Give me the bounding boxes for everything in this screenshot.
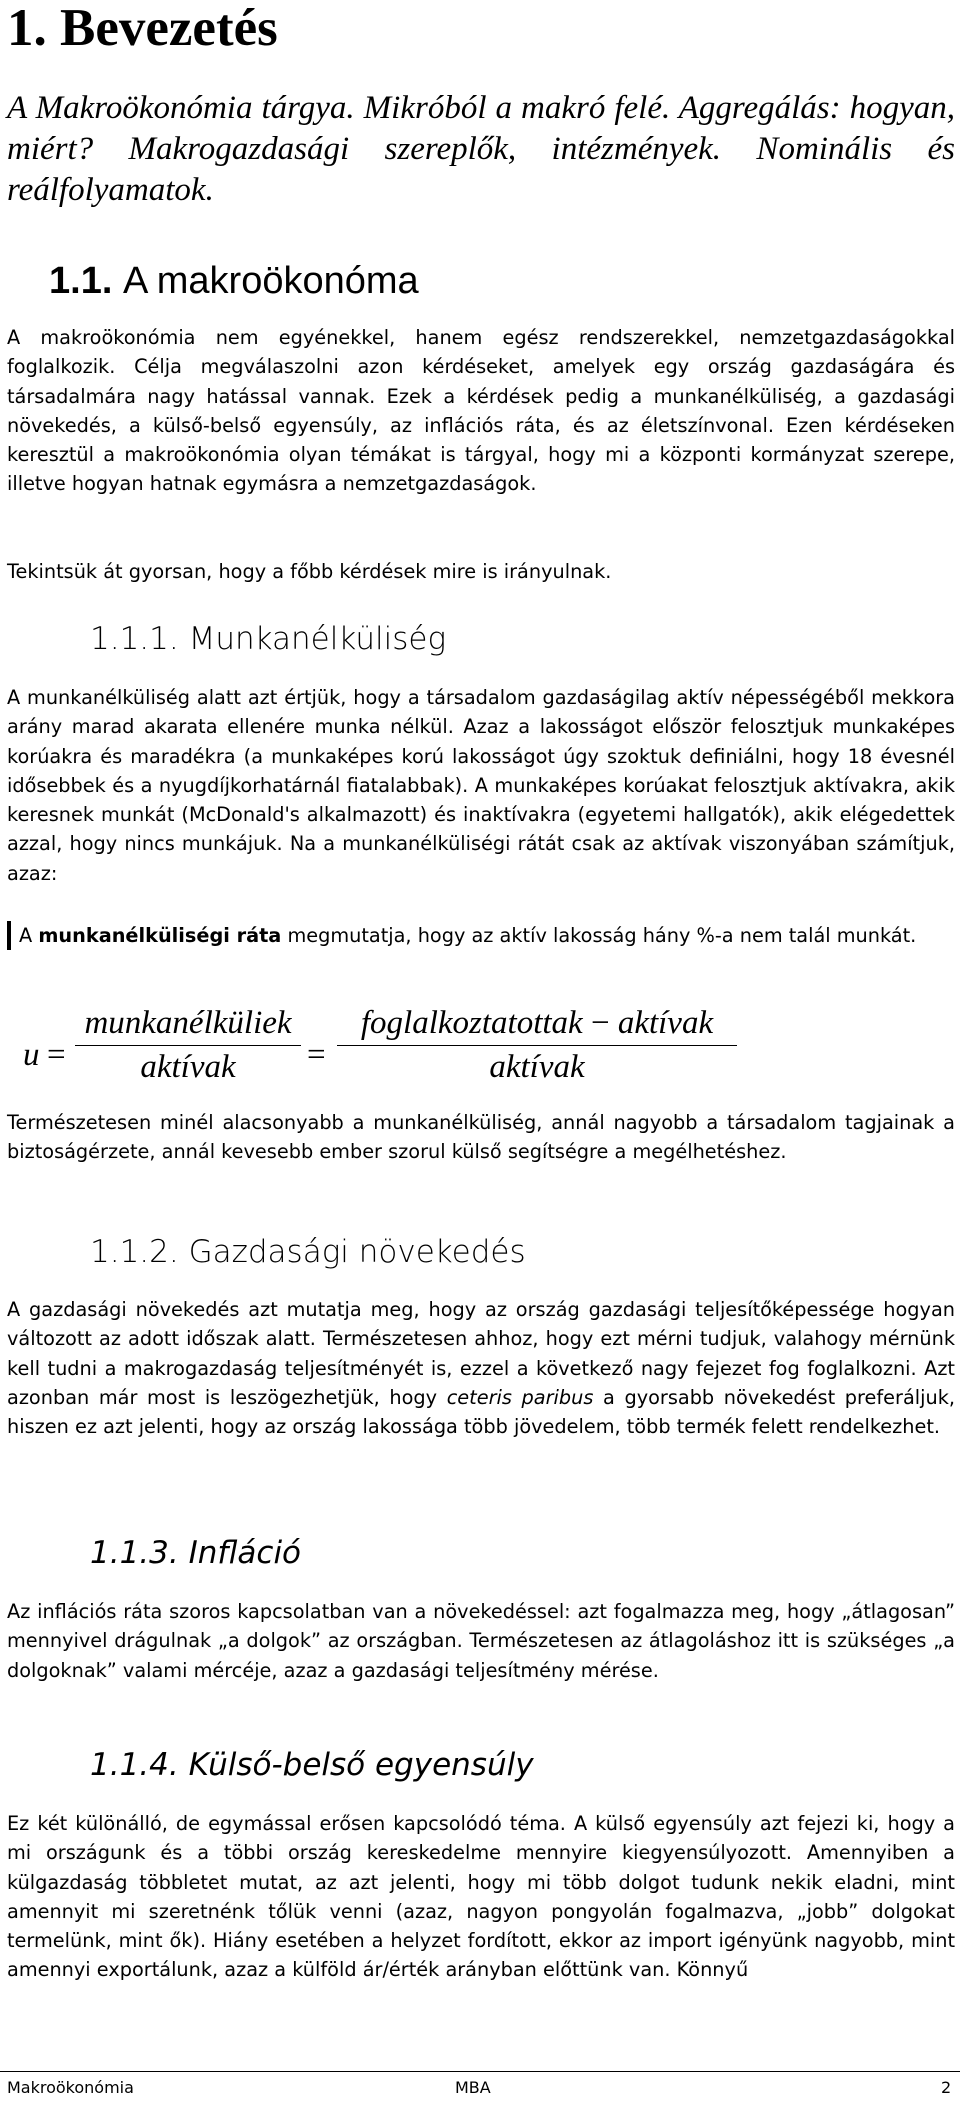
section-title: A makroökonóma <box>122 260 419 302</box>
footer-course-name: Makroökonómia <box>7 2078 134 2097</box>
growth-text-1: A gazdasági növekedés azt mutatja meg, hogy az ország gazdasági teljesítőképessége hogyan változott az adott időszak alatt. Természetesen ahhoz, hogy ezt mérni tudjuk, valahogy mérnünk kell tudni a makrogazdaság teljesítményét is, ezzel a következő nagy fejezet fog foglalkozni. Azt azonban már most is leszögezhetjük, hogy <box>7 1298 955 1409</box>
formula-lhs: u <box>23 1037 40 1073</box>
footer-program: MBA <box>455 2078 491 2097</box>
fraction-2-bar <box>337 1045 737 1046</box>
unemployment-paragraph: A munkanélküliség alatt azt értjük, hogy a társadalom gazdaságilag aktív népességéből mekkora arány marad akarata ellenére munka nélkül. Azaz a lakosságot először felosztjuk munkaképes korúakra és maradékra (a munkaképes korú lakosságot úgy szoktuk definiálni, hogy 18 évesnél idősebbek és a nyugdíjkorhatárnál fiatalabbak). A munkaképes korúakat felosztjuk aktívakra, akik keresnek munkát (McDonald's alkalmazott) és inaktívakra (egyetemi hallgatók), akik elégedettek azzal, hogy nincs munkájuk. Na a munkanélküliségi rátát csak az aktívak viszonyában számítjuk, azaz: <box>7 686 955 885</box>
intro-paragraph: A makroökonómia nem egyénekkel, hanem egész rendszerekkel, nemzetgazdaságokkal foglalkozik. Célja megválaszolni azon kérdéseket, amelyek egy ország gazdaságára és társadalmára nagy hatással vannak. Ezek a kérdések pedig a munkanélküliség, a gazdasági növekedés, a külső-belső egyensúly, az inflációs ráta, és az életszínvonal. Ezen kérdéseken keresztül a makroökonómia olyan témákat is tárgyal, hogy mi a központi kormányzat szerepe, illetve hogyan hatnak egymásra a nemzetgazdaságok. <box>7 326 955 496</box>
fraction-1-denominator: aktívak <box>140 1049 236 1085</box>
definition-term: munkanélküliségi ráta <box>38 924 282 947</box>
footer-page-number: 2 <box>941 2078 952 2097</box>
definition-pre: A <box>19 924 39 947</box>
subsection-heading-unemployment: 1.1.1. Munkanélküliség <box>90 621 447 657</box>
chapter-subtitle: A Makroökonómia tárgya. Mikróból a makró felé. Aggregálás: hogyan, miért? Makrogazdasági szereplők, intézmények. Nominális és reálfolyamatok. <box>7 90 955 208</box>
subsection-heading-inflation: 1.1.3. Infláció <box>90 1535 302 1571</box>
page-footer <box>0 2071 960 2102</box>
fraction-1-numerator: munkanélküliek <box>84 1005 292 1041</box>
formula-equals-2: = <box>307 1037 326 1073</box>
overview-paragraph: Tekintsük át gyorsan, hogy a főbb kérdések mire is irányulnak. <box>7 560 612 583</box>
unemployment-rate-formula <box>7 1005 955 1100</box>
chapter-title: 1. Bevezetés <box>7 0 278 57</box>
section-number: 1.1. <box>49 260 113 302</box>
inflation-paragraph: Az inflációs ráta szoros kapcsolatban van a növekedéssel: azt fogalmazza meg, hogy „átlagosan” mennyivel drágulnak „a dolgok” az országban. Természetesen az átlagoláshoz itt is szükséges „a dolgoknak” valami mércéje, azaz a gazdasági teljesítmény mérése. <box>7 1600 955 1682</box>
formula-fraction-1 <box>75 1005 301 1086</box>
growth-text-2: a gyorsabb növekedést preferáljuk, hiszen ez azt jelenti, hogy az ország lakossága több jövedelem, több termék felett rendelkezhet. <box>7 1385 955 1439</box>
fraction-2-term-b: aktívak <box>617 1005 714 1041</box>
fraction-1-bar <box>75 1045 301 1046</box>
unemployment-rate-definition <box>7 921 955 950</box>
formula-equals-1: = <box>47 1037 66 1073</box>
fraction-2-denominator: aktívak <box>489 1049 585 1085</box>
minus-sign: − <box>590 1005 610 1041</box>
subsection-heading-balance: 1.1.4. Külső-belső egyensúly <box>90 1747 534 1783</box>
fraction-2-numerator <box>337 1005 737 1042</box>
growth-paragraph <box>7 1295 955 1441</box>
growth-italic-term: ceteris paribus <box>446 1385 594 1409</box>
fraction-2-term-a: foglalkoztatottak <box>360 1005 583 1041</box>
definition-post: megmutatja, hogy az aktív lakosság hány %-a nem talál munkát. <box>281 924 917 947</box>
section-heading-1-1 <box>49 258 419 304</box>
formula-fraction-2 <box>337 1005 737 1086</box>
balance-paragraph: Ez két különálló, de egymással erősen kapcsolódó téma. A külső egyensúly azt fejezi ki, hogy a mi országunk és a többi ország kereskedelme mennyire kiegyensúlyozott. Amennyiben a külgazdaság többletet mutat, az azt jelenti, hogy mi több dolgot tudunk nekik eladni, mint amennyit mi szeretnénk tőlük venni (azaz, nagyon pongyolán fogalmazva, „jobb” dolgokat termelünk, mint ők). Hiány esetében a helyzet fordított, ekkor az import igényünk nagyobb, mint amennyi exportálunk, azaz a külföld ár/érték arányban előttünk van. Könnyű <box>7 1812 955 1982</box>
unemployment-conclusion-paragraph: Természetesen minél alacsonyabb a munkanélküliség, annál nagyobb a társadalom tagjainak a biztoságérzete, annál kevesebb ember szorul külső segítségre a megélhetéshez. <box>7 1111 955 1164</box>
subsection-heading-growth: 1.1.2. Gazdasági növekedés <box>90 1234 526 1270</box>
